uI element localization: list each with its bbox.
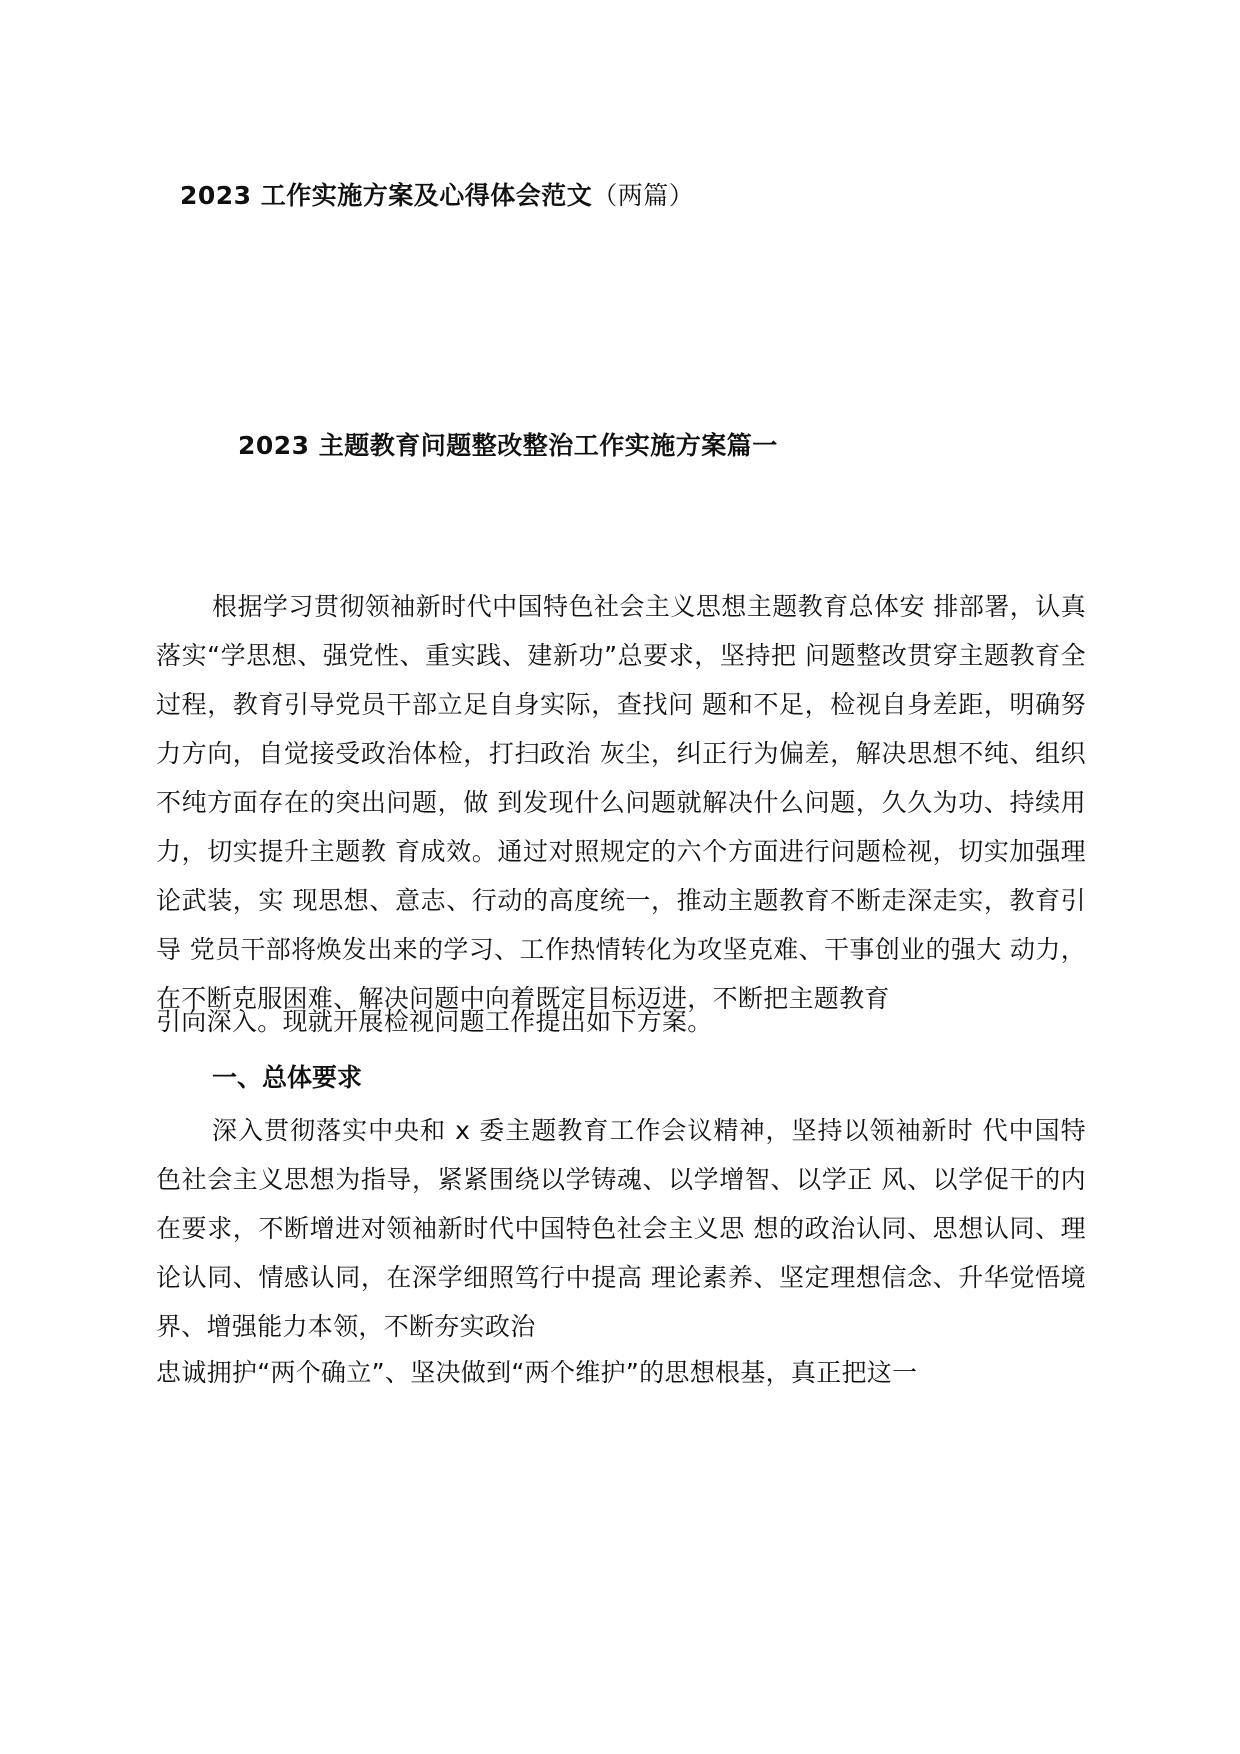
body-paragraph-1-continuation: 引向深入。现就开展检视问题工作提出如下方案。 (156, 1007, 713, 1036)
document-title-paren: （两篇） (592, 181, 695, 210)
document-title-main: 2023 工作实施方案及心得体会范文 (180, 181, 593, 210)
body-paragraph-2: 深入贯彻落实中央和 x 委主题教育工作会议精神，坚持以领袖新时 代中国特色社会主义思想为指导，紧紧围绕以学铸魂、以学增智、以学正 风、以学促干的内在要求，不断增进对领袖新时代中国特色社会主义思 想的政治认同、思想认同、理论认同、情感认同，在深学细照笃行中提高 理论素养、坚定理想信念、升华觉悟境界、增强能力本领，不断夯实政治 (156, 1116, 1086, 1341)
section-title: 2023 主题教育问题整改整治工作实施方案篇一 (238, 431, 778, 460)
body-paragraph-1: 根据学习贯彻领袖新时代中国特色社会主义思想主题教育总体安 排部署，认真落实“学思想、强党性、重实践、建新功”总要求，坚持把 问题整改贯穿主题教育全过程，教育引导党员干部立足自身实际，查找问 题和不足，检视自身差距，明确努力方向，自觉接受政治体检，打扫政治 灰尘，纠正行为偏差，解决思想不纯、组织不纯方面存在的突出问题，做 到发现什么问题就解决什么问题，久久为功、持续用力，切实提升主题教 育成效。通过对照规定的六个方面进行问题检视，切实加强理论武装，实 现思想、意志、行动的高度统一，推动主题教育不断走深走实，教育引导 党员干部将焕发出来的学习、工作热情转化为攻坚克难、干事创业的强大 动力，在不断克服困难、解决问题中向着既定目标迈进，不断把主题教育 (156, 592, 1086, 1013)
document-title (180, 178, 694, 214)
body-paragraph-2-continuation: 忠诚拥护“两个确立”、坚决做到“两个维护”的思想根基，真正把这一 (156, 1358, 918, 1387)
heading-general-requirements: 一、总体要求 (212, 1063, 363, 1092)
